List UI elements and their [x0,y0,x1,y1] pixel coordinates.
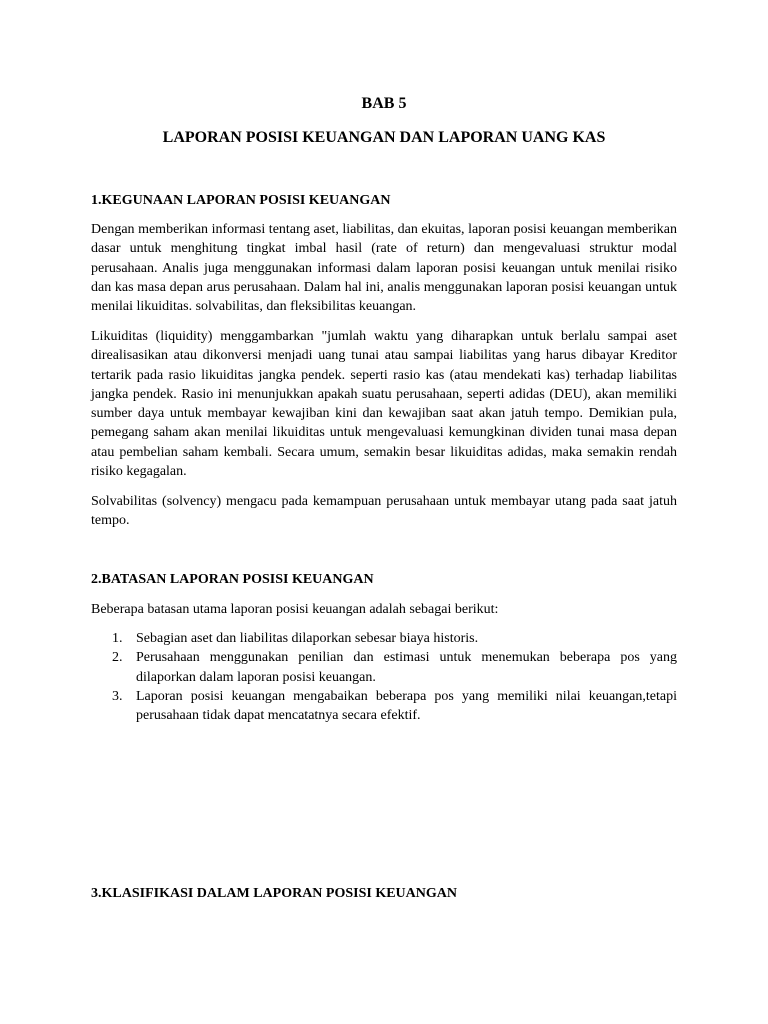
paragraph-batasan-intro: Beberapa batasan utama laporan posisi keuangan adalah sebagai berikut: [91,602,499,617]
paragraph-likuiditas: Likuiditas (liquidity) menggambarkan "jumlah waktu yang diharapkan untuk berlalu sampai aset direalisasikan atau dikonversi menjadi uang tunai atau sampai liabilitas yang harus dibayar Kreditor tertarik pada rasio likuiditas jangka pendek. seperti rasio kas (atau mendekati kas) terhadap liabilitas jangka pendek. Rasio ini menunjukkan apakah suatu perusahaan, seperti adidas (DEU), akan memiliki sumber daya untuk membayar kewajiban kini dan kewajiban saat akan jatuh tempo. Demikian pula, pemegang saham akan menilai likuiditas untuk mengevaluasi kemungkinan dividen tunai masa depan atau pembelian saham kembali. Secara umum, semakin besar likuiditas adidas, maka semakin rendah risiko kegagalan. [91,329,677,480]
list-item [91,648,677,687]
paragraph-kegunaan: Dengan memberikan informasi tentang aset, liabilitas, dan ekuitas, laporan posisi keuangan memberikan dasar untuk menghitung tingkat imbal hasil (rate of return) dan mengevaluasi struktur modal perusahaan. Analis juga menggunakan informasi dalam laporan posisi keuangan untuk menilai risiko dan kas masa depan arus perusahaan. Dalam hal ini, analis menggunakan laporan posisi keuangan untuk menilai likuiditas. solvabilitas, dan fleksibilitas keuangan. [91,222,677,315]
list-item [91,629,677,648]
list-item-text: Sebagian aset dan liabilitas dilaporkan sebesar biaya historis. [136,631,479,646]
chapter-number: BAB 5 [361,95,407,112]
list-item-text: Laporan posisi keuangan mengabaikan beberapa pos yang memiliki nilai keuangan,tetapi perusahaan tidak dapat mencatatnya secara efektif. [136,688,677,724]
list-item-number: 2. [112,650,123,666]
list-item [91,687,677,726]
section-heading-3: 3.KLASIFIKASI DALAM LAPORAN POSISI KEUANGAN [91,886,457,901]
list-item-number: 3. [112,688,123,704]
paragraph-solvabilitas: Solvabilitas (solvency) mengacu pada kemampuan perusahaan untuk membayar utang pada saat jatuh tempo. [91,494,677,529]
section-heading-1: 1.KEGUNAAN LAPORAN POSISI KEUANGAN [91,193,391,208]
list-item-number: 1. [112,631,123,646]
list-item-text: Perusahaan menggunakan penilian dan estimasi untuk menemukan beberapa pos yang dilaporkan dalam laporan posisi keuangan. [136,650,677,685]
chapter-title: LAPORAN POSISI KEUANGAN DAN LAPORAN UANG KAS [162,129,606,146]
batasan-list [91,629,677,725]
section-heading-2: 2.BATASAN LAPORAN POSISI KEUANGAN [91,572,374,587]
